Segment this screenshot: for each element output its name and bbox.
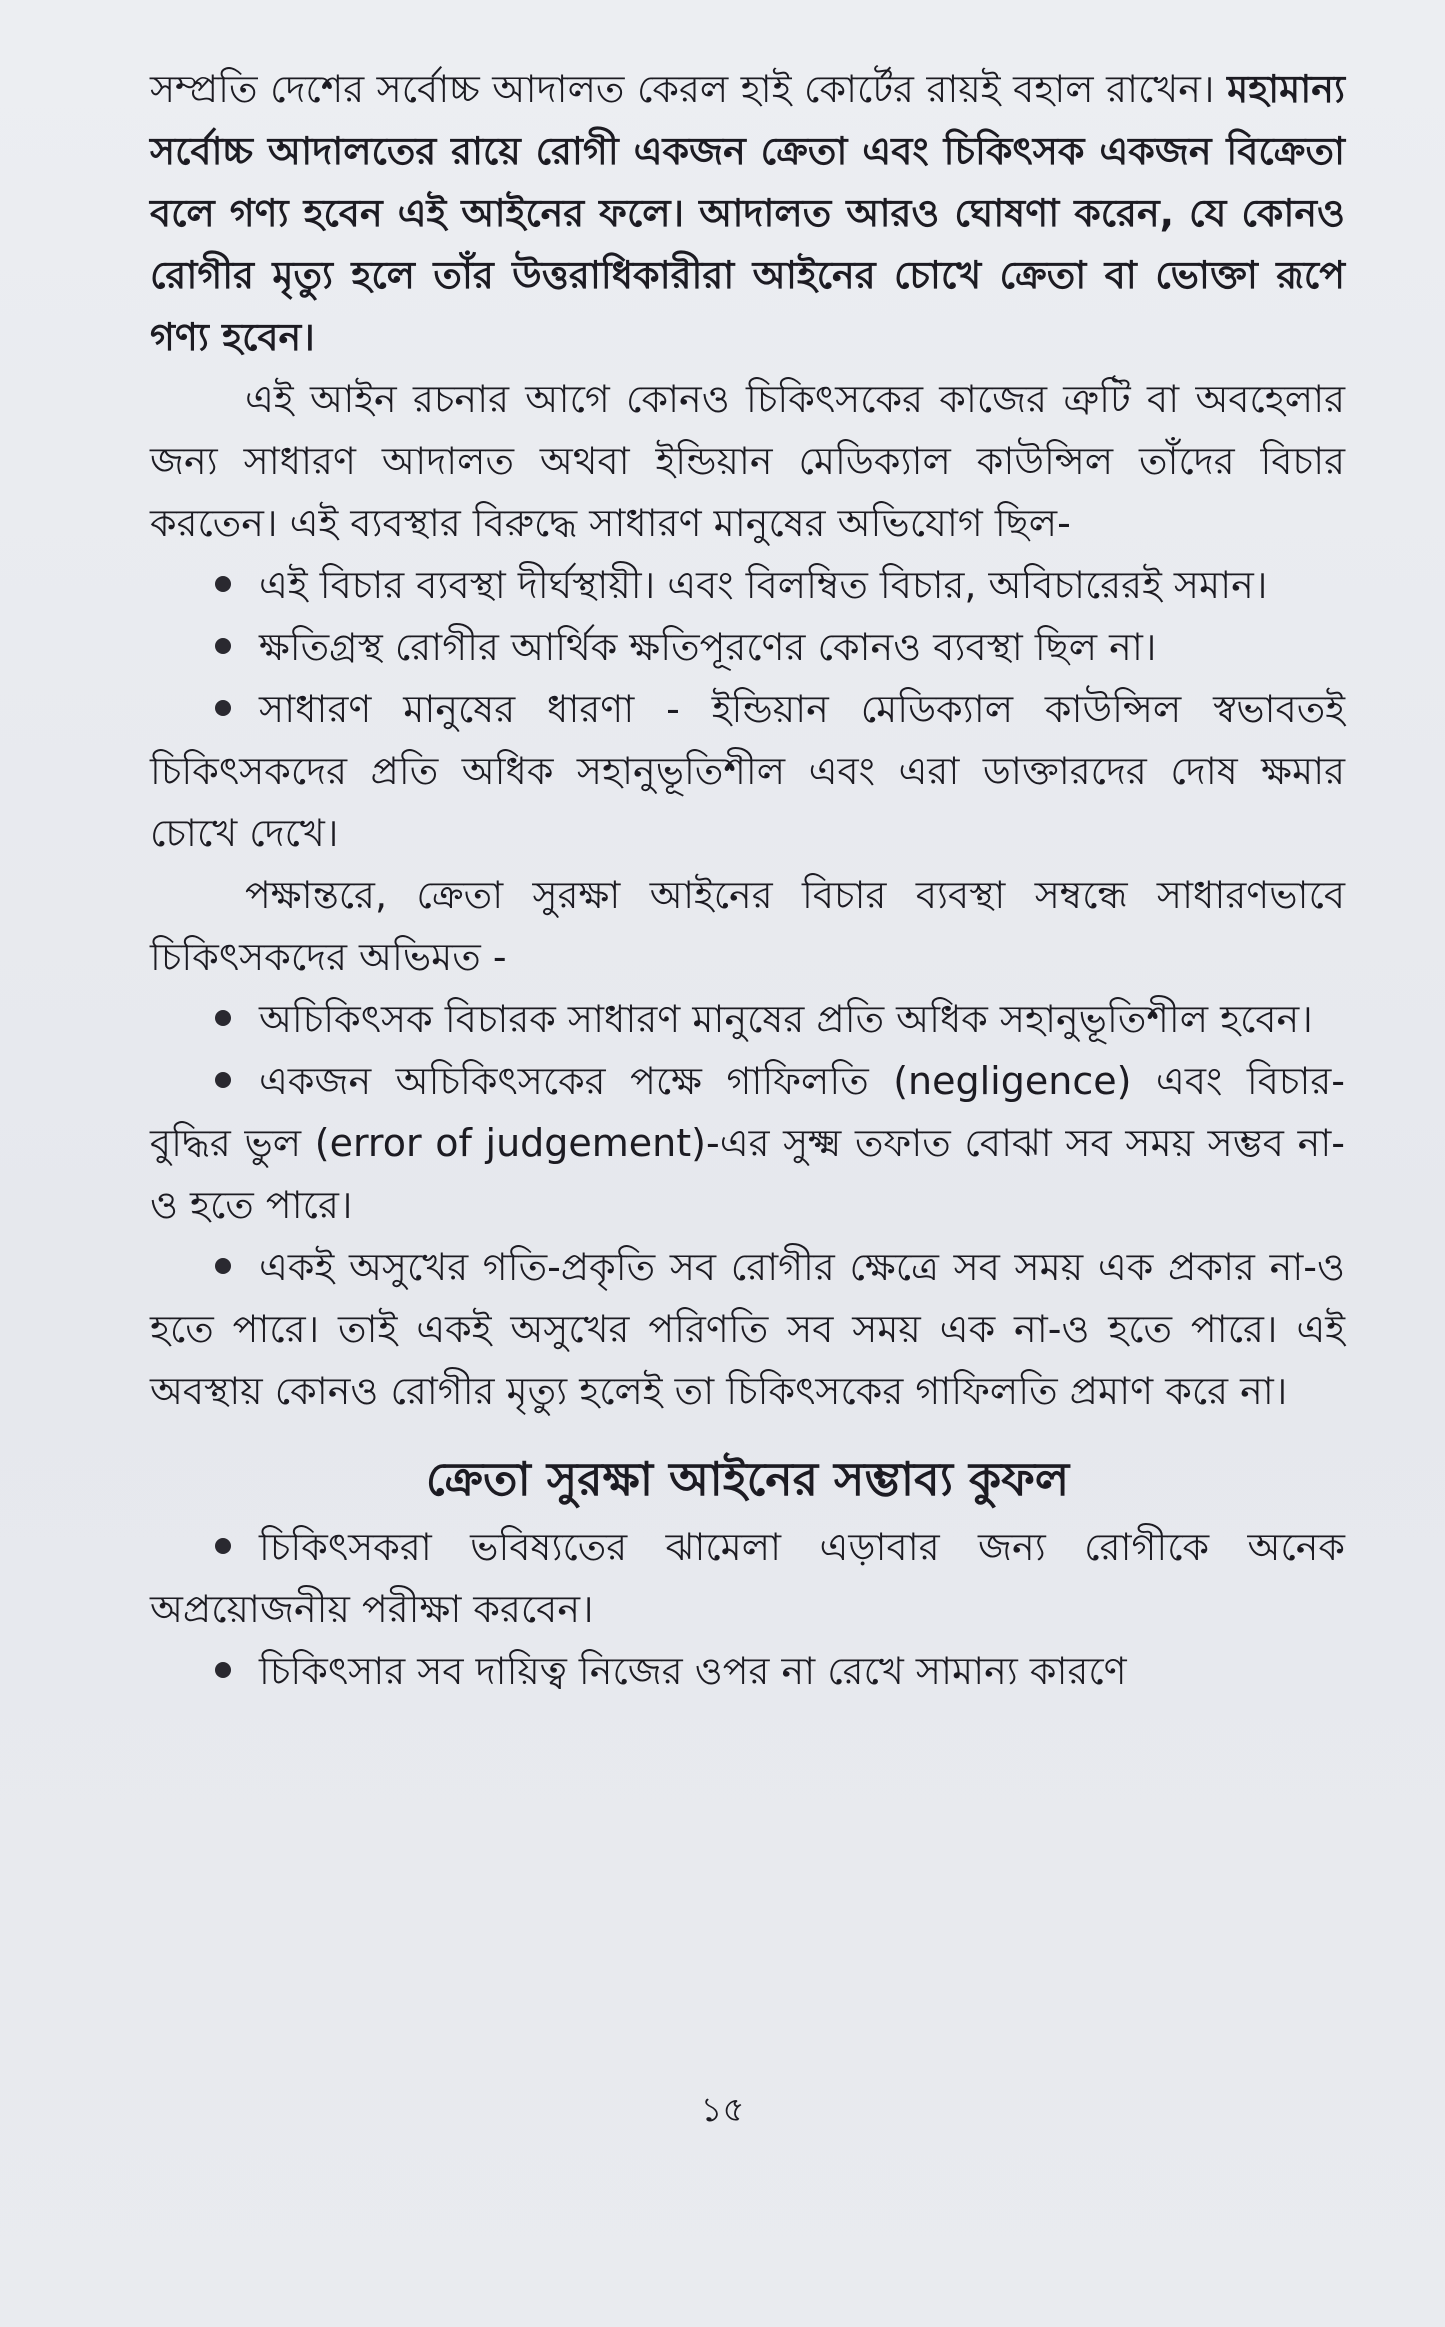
section-heading: ক্রেতা সুরক্ষা আইনের সম্ভাব্য কুফল bbox=[425, 1452, 1070, 1506]
bullet-icon bbox=[215, 1662, 231, 1678]
court-ruling-bold: মহামান্য সর্বোচ্চ আদালতের রায়ে রোগী একজন ক্রেতা এবং চিকিৎসক একজন বিক্রেতা বলে গণ্য হবেন এই আইনের ফলে। আদালত আরও ঘোষণা করেন, যে কোনও রোগীর মৃত্যু হলে তাঁর উত্তরাধিকারীরা আইনের চোখে ক্রেতা বা ভোক্তা রূপে গণ্য হবেন। bbox=[150, 67, 1345, 359]
bullet-icon bbox=[215, 576, 231, 592]
paragraph-before-law: এই আইন রচনার আগে কোনও চিকিৎসকের কাজের ত্রুটি বা অবহেলার জন্য সাধারণ আদালত অথবা ইন্ডিয়ান মেডিক্যাল কাউন্সিল তাঁদের বিচার করতেন। এই ব্যবস্থার বিরুদ্ধে সাধারণ মানুষের অভিযোগ ছিল- bbox=[150, 377, 1345, 545]
bullet-icon bbox=[215, 638, 231, 654]
bullet-icon bbox=[215, 1538, 231, 1554]
list-item-text: ক্ষতিগ্রস্থ রোগীর আর্থিক ক্ষতিপূরণের কোনও ব্যবস্থা ছিল না। bbox=[259, 625, 1157, 669]
bullet-icon bbox=[215, 1258, 231, 1274]
list-item-drawback bbox=[150, 1640, 1345, 1702]
list-item-text: চিকিৎসকরা ভবিষ্যতের ঝামেলা এড়াবার জন্য রোগীকে অনেক অপ্রয়োজনীয় পরীক্ষা করবেন। bbox=[150, 1525, 1345, 1631]
list-item-text: অচিকিৎসক বিচারক সাধারণ মানুষের প্রতি অধিক সহানুভূতিশীল হবেন। bbox=[259, 997, 1313, 1041]
court-ruling-intro: সম্প্রতি দেশের সর্বোচ্চ আদালত কেরল হাই কোর্টের রায়ই বহাল রাখেন। bbox=[150, 67, 1215, 111]
paragraph-doctors-opinion: পক্ষান্তরে, ক্রেতা সুরক্ষা আইনের বিচার ব্যবস্থা সম্বন্ধে সাধারণভাবে চিকিৎসকদের অভিমত - bbox=[150, 873, 1345, 979]
list-item-opinion bbox=[150, 1236, 1345, 1422]
paragraph-court-ruling bbox=[150, 58, 1345, 368]
bullet-icon bbox=[215, 700, 231, 716]
list-item-complaint bbox=[150, 554, 1345, 616]
list-item-text: একই অসুখের গতি-প্রকৃতি সব রোগীর ক্ষেত্রে সব সময় এক প্রকার না-ও হতে পারে। তাই একই অসুখের পরিণতি সব সময় এক না-ও হতে পারে। এই অবস্থায় কোনও রোগীর মৃত্যু হলেই তা চিকিৎসকের গাফিলতি প্রমাণ করে না। bbox=[150, 1245, 1345, 1413]
list-item-text: সাধারণ মানুষের ধারণা - ইন্ডিয়ান মেডিক্যাল কাউন্সিল স্বভাবতই চিকিৎসকদের প্রতি অধিক সহানুভূতিশীল এবং এরা ডাক্তারদের দোষ ক্ষমার চোখে দেখে। bbox=[150, 687, 1345, 855]
list-item-complaint bbox=[150, 616, 1345, 678]
list-item-text: চিকিৎসার সব দায়িত্ব নিজের ওপর না রেখে সামান্য কারণে bbox=[259, 1649, 1127, 1693]
page-body bbox=[150, 58, 1345, 1702]
list-item-complaint bbox=[150, 678, 1345, 864]
list-item-opinion bbox=[150, 1050, 1345, 1236]
list-item-opinion bbox=[150, 988, 1345, 1050]
list-item-text: এই বিচার ব্যবস্থা দীর্ঘস্থায়ী। এবং বিলম্বিত বিচার, অবিচারেরই সমান। bbox=[259, 563, 1268, 607]
list-item-text: একজন অচিকিৎসকের পক্ষে গাফিলতি (negligence) এবং বিচার-বুদ্ধির ভুল (error of judgement)-এর সুক্ষ্ম তফাত বোঝা সব সময় সম্ভব না-ও হতে পারে। bbox=[150, 1059, 1345, 1227]
bullet-icon bbox=[215, 1072, 231, 1088]
page-number: ১৫ bbox=[700, 2090, 745, 2130]
bullet-icon bbox=[215, 1010, 231, 1026]
list-item-drawback bbox=[150, 1516, 1345, 1640]
